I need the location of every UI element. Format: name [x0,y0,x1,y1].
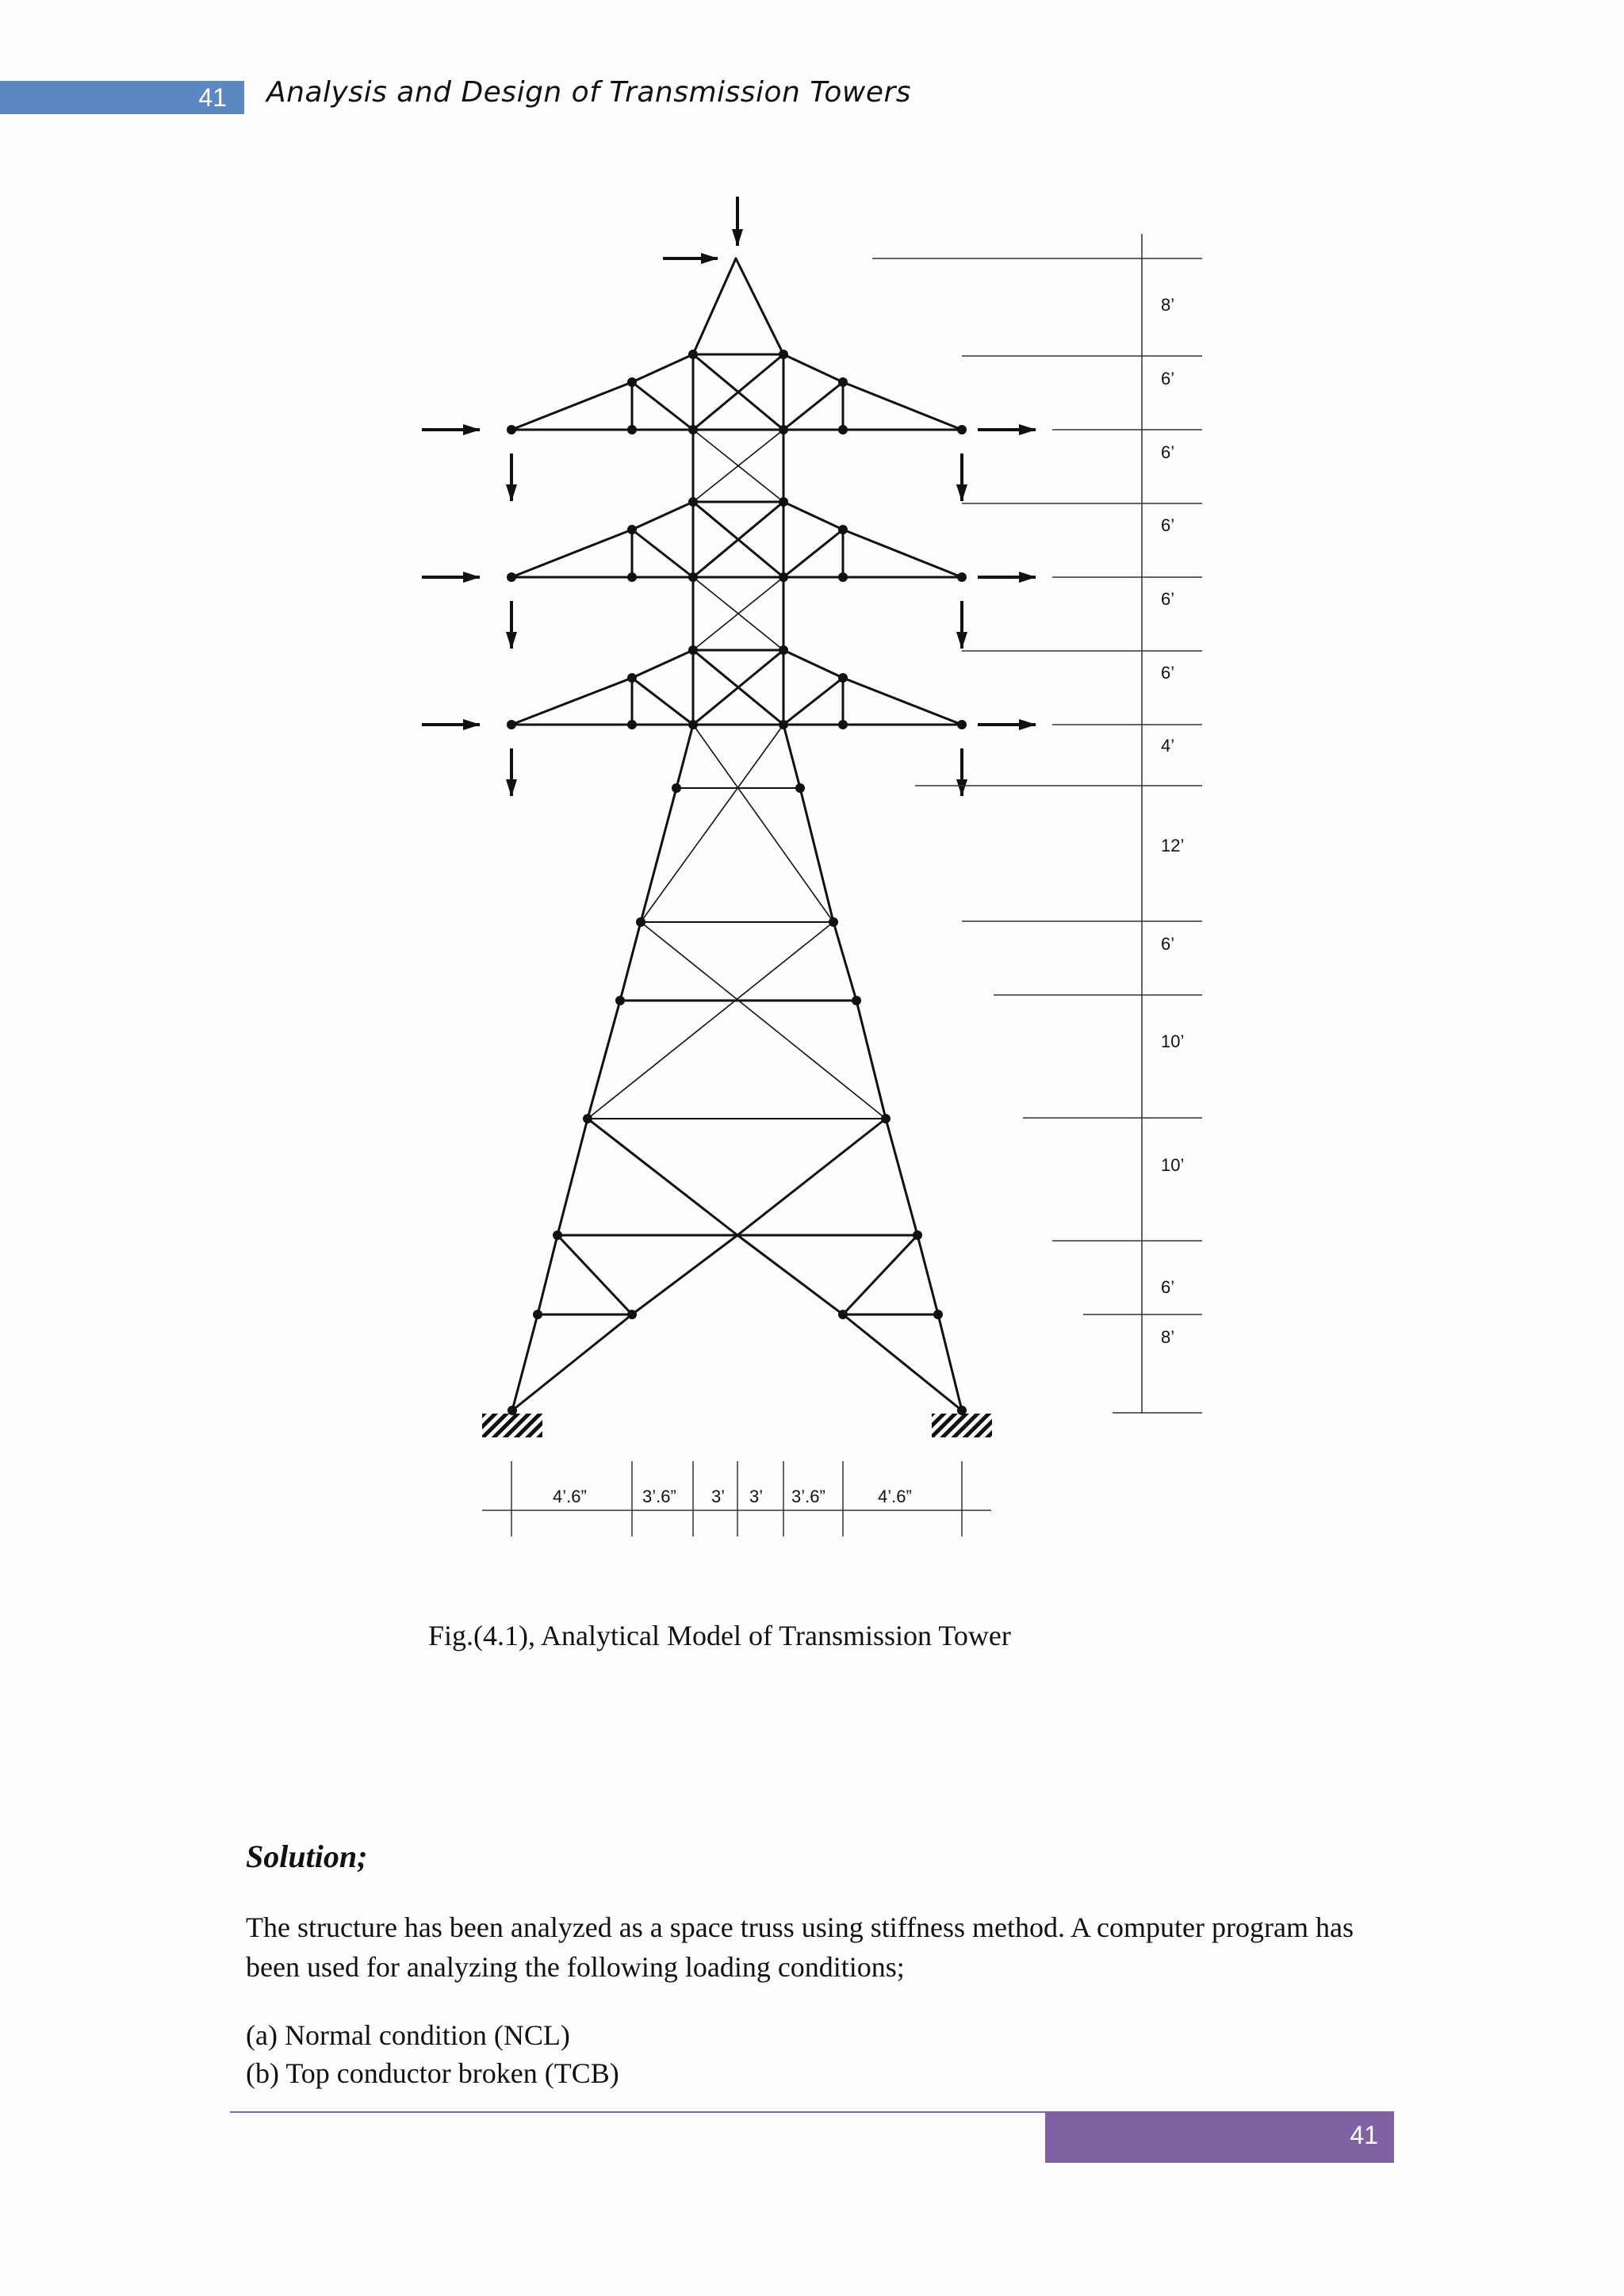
joint [688,645,698,655]
joint [627,525,637,534]
truss-member [632,530,693,577]
joint [838,425,848,434]
header-title: Analysis and Design of Transmission Towers [266,76,912,109]
joint [688,497,698,507]
joint [672,783,681,793]
joint [615,996,625,1005]
joint [507,425,516,434]
joint [838,1310,848,1319]
width-label: 3’ [711,1487,726,1506]
joint [636,917,645,927]
truss-member [736,258,783,354]
support-hatch [482,1414,542,1437]
truss-member [800,788,833,922]
truss-member [641,922,886,1119]
width-label: 4’.6” [553,1487,587,1506]
width-label: 3’.6” [642,1487,676,1506]
joint [779,425,788,434]
truss-member [557,1119,588,1235]
joint [779,572,788,582]
figure-caption: Fig.(4.1), Analytical Model of Transmission Tower [428,1620,1011,1651]
height-label: 6’ [1161,515,1175,535]
joint [838,673,848,683]
joint [829,917,838,927]
truss-member [557,1235,632,1314]
truss-member [512,1314,538,1410]
height-label: 8’ [1161,1327,1175,1347]
height-label: 10’ [1161,1031,1185,1051]
truss-member [783,650,843,678]
joint [533,1310,542,1319]
truss-member [632,650,693,678]
height-label: 6’ [1161,663,1175,683]
joint [957,425,967,434]
truss-member [783,725,800,788]
truss-member [632,678,693,725]
truss-member [886,1119,917,1235]
truss-member [783,678,843,725]
height-label: 6’ [1161,589,1175,609]
joint [838,377,848,387]
joint [688,425,698,434]
height-label: 6’ [1161,369,1175,388]
joint [838,572,848,582]
truss-member [632,382,693,430]
width-label: 3’ [749,1487,764,1506]
width-label: 4’.6” [878,1487,912,1506]
height-label: 6’ [1161,1277,1175,1297]
truss-member [843,678,962,725]
truss-member [783,502,843,530]
solution-paragraph: The structure has been analyzed as a space truss using stiffness method. A computer program has been used for analyzing the following loading conditions; [246,1911,1354,1983]
truss-member [641,788,676,922]
joint [627,1310,637,1319]
list-item: (a) Normal condition (NCL) [246,2019,570,2051]
header-page-number: 41 [0,81,244,114]
joint [957,572,967,582]
truss-member [641,725,783,922]
height-label: 10’ [1161,1155,1185,1175]
truss-member [843,1235,917,1314]
truss-member [737,1235,843,1314]
truss-member [632,1235,737,1314]
truss-member [693,258,736,354]
joint [957,720,967,729]
height-label: 4’ [1161,736,1175,756]
truss-member [843,1314,962,1410]
load-arrows [422,197,1036,796]
joint [627,572,637,582]
joint [553,1230,562,1240]
truss-member [737,1119,886,1235]
joint [627,673,637,683]
joint [838,525,848,534]
joint [933,1310,943,1319]
truss-member [843,530,962,577]
truss-member [538,1235,557,1314]
truss-member [588,1119,737,1235]
joint [507,720,516,729]
truss-member [783,382,843,430]
height-label: 8’ [1161,295,1175,315]
joint [913,1230,922,1240]
solution-heading: Solution; [246,1839,368,1874]
joint [507,572,516,582]
support-hatch [932,1414,992,1437]
joint [779,497,788,507]
truss-member [511,678,632,725]
joint [627,720,637,729]
truss-member [693,725,833,922]
height-label: 6’ [1161,934,1175,954]
height-label: 12’ [1161,836,1185,855]
joint [688,720,698,729]
truss-member [511,530,632,577]
joint [779,350,788,359]
joint [688,572,698,582]
joint [779,645,788,655]
tower-members [511,258,962,1410]
truss-member [632,354,693,382]
truss-member [588,922,833,1119]
list-item: (b) Top conductor broken (TCB) [246,2057,619,2089]
truss-member [833,922,856,1001]
joint [838,720,848,729]
truss-member [632,502,693,530]
width-label: 3’.6” [791,1487,825,1506]
truss-member [620,922,641,1001]
truss-member [588,1001,620,1119]
truss-member [843,382,962,430]
joint [583,1114,592,1123]
truss-member [856,1001,886,1119]
height-label: 6’ [1161,442,1175,462]
joint [795,783,805,793]
truss-member [511,382,632,430]
joint [627,377,637,387]
truss-member [676,725,693,788]
truss-member [783,530,843,577]
truss-member [917,1235,938,1314]
joint [779,720,788,729]
truss-member [512,1314,632,1410]
truss-member [783,354,843,382]
footer-page-number: 41 [1045,2112,1394,2163]
joint [881,1114,891,1123]
joint [627,425,637,434]
joint [852,996,861,1005]
pin-supports [482,1414,992,1437]
joint [688,350,698,359]
truss-member [938,1314,962,1410]
